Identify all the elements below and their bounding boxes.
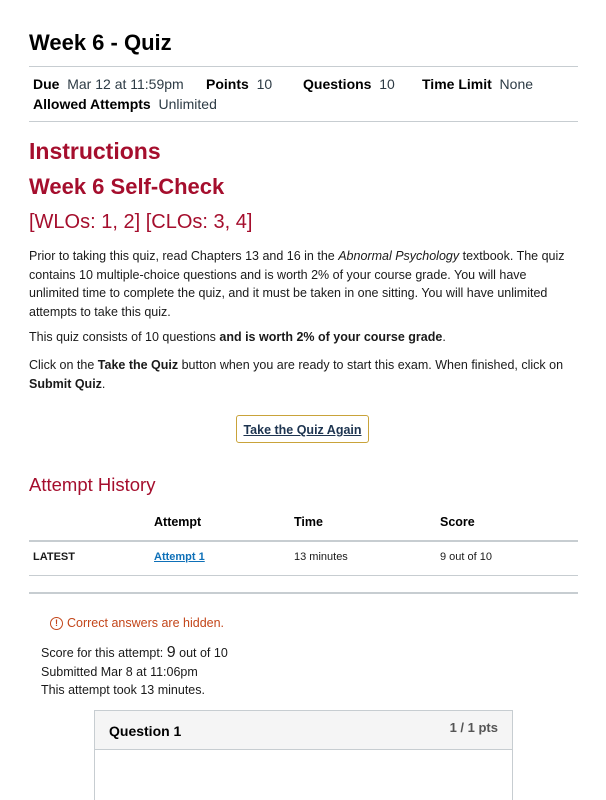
answers-hidden-notice bbox=[50, 616, 224, 630]
question-points: 1 / 1 pts bbox=[449, 720, 498, 735]
column-header-attempt: Attempt bbox=[154, 515, 202, 529]
learning-outcomes: [WLOs: 1, 2] [CLOs: 3, 4] bbox=[29, 211, 253, 233]
attempt-score: 9 out of 10 bbox=[440, 551, 492, 563]
quiz-allowed-attempts bbox=[33, 96, 217, 112]
divider bbox=[29, 66, 578, 67]
attempt-duration: This attempt took 13 minutes. bbox=[41, 683, 205, 697]
due-value: Mar 12 at 11:59pm bbox=[67, 76, 184, 92]
column-header-score: Score bbox=[440, 515, 475, 529]
attempts-value: Unlimited bbox=[158, 96, 217, 112]
text-run: textbook. The quiz contains 10 multiple-choice questions and is worth 2% of your course grade. You will have unlimited time to complete the quiz, and it must be taken in one sitting. You will have unlimited attempts to take this quiz. bbox=[29, 249, 565, 319]
attempt-score-line bbox=[41, 644, 228, 662]
column-header-time: Time bbox=[294, 515, 323, 529]
text-run: . bbox=[442, 330, 446, 344]
section-divider bbox=[29, 592, 578, 594]
points-label: Points bbox=[206, 76, 249, 92]
quiz-questions bbox=[303, 76, 395, 92]
quiz-due bbox=[33, 76, 184, 92]
divider bbox=[29, 121, 578, 122]
attempt-time: 13 minutes bbox=[294, 551, 348, 563]
questions-label: Questions bbox=[303, 76, 372, 92]
text-run: This quiz consists of 10 questions bbox=[29, 330, 220, 344]
question-card bbox=[94, 710, 513, 800]
score-total: out of 10 bbox=[175, 646, 228, 660]
latest-tag: LATEST bbox=[33, 551, 75, 563]
instructions-heading: Instructions bbox=[29, 138, 161, 164]
text-run: button when you are ready to start this exam. When finished, click on bbox=[178, 358, 564, 372]
take-quiz-again-button[interactable]: Take the Quiz Again bbox=[236, 415, 369, 443]
warning-icon: ! bbox=[50, 617, 63, 630]
emphasis-text: and is worth 2% of your course grade bbox=[219, 330, 443, 344]
quiz-time-limit bbox=[422, 76, 533, 92]
questions-value: 10 bbox=[379, 76, 395, 92]
emphasis-text: Take the Quiz bbox=[97, 358, 179, 372]
text-run: Click on the bbox=[29, 358, 98, 372]
score-label: Score for this attempt: bbox=[41, 646, 167, 660]
due-label: Due bbox=[33, 76, 60, 92]
instructions-paragraph bbox=[29, 328, 579, 347]
time-limit-label: Time Limit bbox=[422, 76, 492, 92]
time-limit-value: None bbox=[499, 76, 534, 92]
score-value: 9 bbox=[166, 644, 176, 661]
table-header-divider bbox=[29, 540, 578, 542]
notice-text: Correct answers are hidden. bbox=[67, 616, 225, 630]
table-row-divider bbox=[29, 575, 578, 576]
emphasis-text: Submit Quiz bbox=[29, 376, 102, 391]
question-title: Question 1 bbox=[109, 723, 182, 739]
attempts-label: Allowed Attempts bbox=[33, 96, 151, 112]
instructions-paragraph bbox=[29, 247, 579, 321]
attempt-1-link[interactable]: Attempt 1 bbox=[154, 551, 205, 563]
text-run: . bbox=[101, 376, 106, 391]
page-title: Week 6 - Quiz bbox=[29, 30, 172, 55]
points-value: 10 bbox=[256, 76, 273, 92]
quiz-points bbox=[206, 76, 272, 92]
attempt-history-heading: Attempt History bbox=[29, 474, 156, 495]
question-header bbox=[95, 711, 512, 750]
submitted-time: Submitted Mar 8 at 11:06pm bbox=[41, 665, 198, 679]
text-run: Prior to taking this quiz, read Chapters 13 and 16 in the bbox=[29, 249, 339, 263]
textbook-title: Abnormal Psychology bbox=[338, 249, 460, 263]
self-check-heading: Week 6 Self-Check bbox=[29, 174, 225, 199]
instructions-paragraph bbox=[29, 356, 579, 393]
